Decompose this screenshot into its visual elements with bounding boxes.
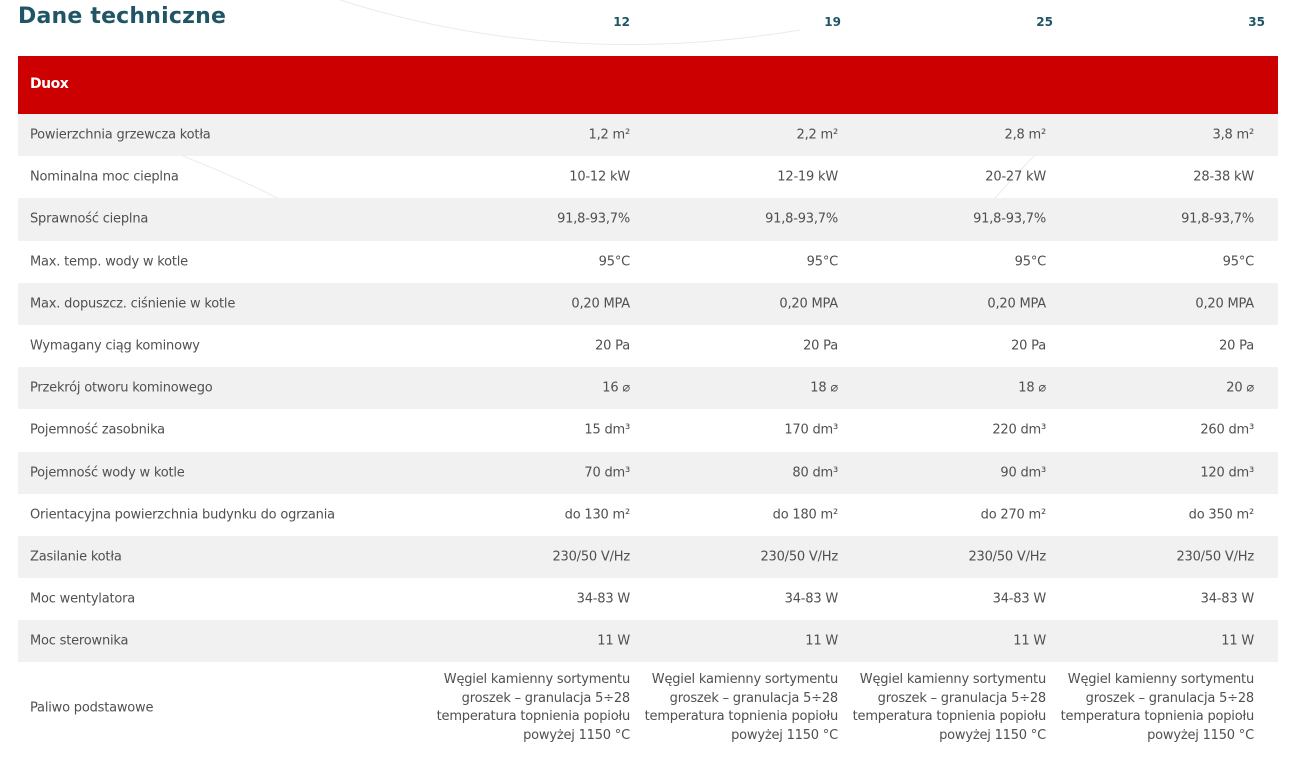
column-header-35: 35 [1248,15,1265,29]
row-value: 170 dm³ [784,422,838,438]
row-value: 15 dm³ [584,422,630,438]
row-value: 260 dm³ [1200,422,1254,438]
row-value: 230/50 V/Hz [968,549,1046,565]
row-value: 70 dm³ [584,465,630,481]
section-banner [18,56,1278,114]
row-value: Węgiel kamienny sortymentu groszek – granulacja 5÷28 temperatura topnienia popiołu powyżej 1150 °C [852,672,1046,743]
row-value: 91,8-93,7% [1181,211,1254,227]
table-row [18,283,1278,325]
row-value: Węgiel kamienny sortymentu groszek – granulacja 5÷28 temperatura topnienia popiołu powyżej 1150 °C [1060,672,1254,743]
row-value: 11 W [1221,633,1254,649]
page-title: Dane techniczne [18,4,227,29]
row-value: 11 W [805,633,838,649]
row-value: 0,20 MPA [987,296,1046,312]
table-row [18,156,1278,198]
row-value: 95°C [1222,254,1254,270]
row-value: 230/50 V/Hz [552,549,630,565]
row-value: 230/50 V/Hz [1176,549,1254,565]
row-value: 2,8 m² [1004,127,1046,143]
row-value: Węgiel kamienny sortymentu groszek – granulacja 5÷28 temperatura topnienia popiołu powyżej 1150 °C [436,672,630,743]
table-row [18,409,1278,451]
row-value: 34-83 W [784,591,838,607]
row-label: Sprawność cieplna [30,211,149,227]
row-value: 91,8-93,7% [973,211,1046,227]
row-value: 2,2 m² [796,127,838,143]
row-value: 95°C [1014,254,1046,270]
row-value: 220 dm³ [992,422,1046,438]
row-value: 95°C [598,254,630,270]
row-label: Max. dopuszcz. ciśnienie w kotle [30,296,236,312]
row-value: 28-38 kW [1193,169,1254,185]
row-value: 20 Pa [1011,338,1046,354]
row-value: do 350 m² [1188,507,1254,523]
row-value: 34-83 W [1200,591,1254,607]
row-label: Nominalna moc cieplna [30,169,179,185]
table-row [18,536,1278,578]
row-label: Moc wentylatora [30,591,136,607]
table-row [18,494,1278,536]
row-value: 20 ⌀ [1226,380,1254,396]
table-row [18,325,1278,367]
row-label: Max. temp. wody w kotle [30,254,188,270]
row-value: 18 ⌀ [810,380,838,396]
column-header-19: 19 [824,15,841,29]
row-value: 0,20 MPA [779,296,838,312]
row-value: 20 Pa [595,338,630,354]
row-value: 230/50 V/Hz [760,549,838,565]
row-label: Przekrój otworu kominowego [30,380,213,396]
row-value: 20 Pa [803,338,838,354]
row-label: Pojemność zasobnika [30,422,165,438]
table-row [18,620,1278,662]
table-row [18,452,1278,494]
row-value: 18 ⌀ [1018,380,1046,396]
row-value: 0,20 MPA [571,296,630,312]
row-value: 11 W [597,633,630,649]
spec-table [18,114,1278,754]
table-row [18,241,1278,283]
row-value: 80 dm³ [792,465,838,481]
row-value: 3,8 m² [1212,127,1254,143]
table-row [18,114,1278,156]
row-label: Orientacyjna powierzchnia budynku do ogrzania [30,507,335,523]
row-value: 90 dm³ [1000,465,1046,481]
row-label: Moc sterownika [30,633,129,649]
row-label: Pojemność wody w kotle [30,465,185,481]
row-label: Powierzchnia grzewcza kotła [30,127,211,143]
row-value: 34-83 W [992,591,1046,607]
row-value: do 180 m² [772,507,838,523]
row-value: 20-27 kW [985,169,1046,185]
table-row [18,578,1278,620]
row-label: Zasilanie kotła [30,549,122,565]
row-value: 95°C [806,254,838,270]
table-row [18,662,1278,754]
table-row [18,367,1278,409]
column-header-12: 12 [613,15,630,29]
row-label: Wymagany ciąg kominowy [30,338,200,354]
row-value: 10-12 kW [569,169,630,185]
row-value: 91,8-93,7% [765,211,838,227]
table-row [18,198,1278,240]
section-title: Duox [30,76,69,92]
row-value: 16 ⌀ [602,380,630,396]
row-label: Paliwo podstawowe [30,700,154,716]
row-value: 20 Pa [1219,338,1254,354]
row-value: 120 dm³ [1200,465,1254,481]
column-header-25: 25 [1036,15,1053,29]
row-value: 0,20 MPA [1195,296,1254,312]
row-value: do 270 m² [980,507,1046,523]
row-value: 12-19 kW [777,169,838,185]
row-value: do 130 m² [564,507,630,523]
row-value: 1,2 m² [588,127,630,143]
row-value: 91,8-93,7% [557,211,630,227]
row-value: 11 W [1013,633,1046,649]
row-value: Węgiel kamienny sortymentu groszek – granulacja 5÷28 temperatura topnienia popiołu powyżej 1150 °C [644,672,838,743]
row-value: 34-83 W [576,591,630,607]
